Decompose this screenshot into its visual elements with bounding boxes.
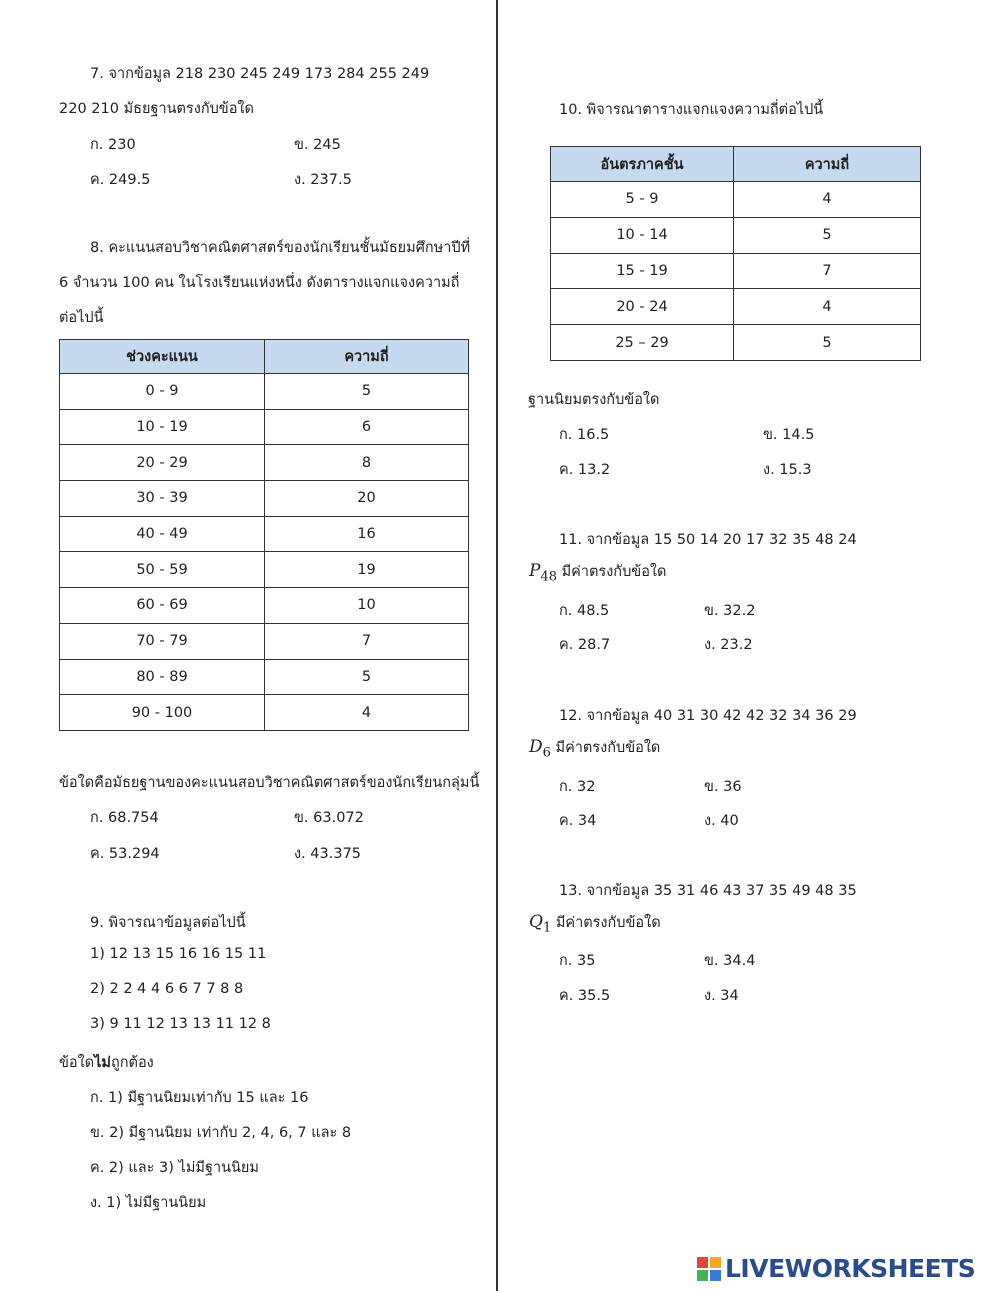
q11-option-c: ค. 28.7 xyxy=(559,637,611,653)
q11-option-d: ง. 23.2 xyxy=(704,637,753,653)
table-row xyxy=(60,481,469,517)
logo-block-orange xyxy=(710,1257,721,1268)
percentile-symbol xyxy=(529,561,557,585)
table-cell: 6 xyxy=(265,409,469,445)
q10-frequency-table xyxy=(550,146,921,361)
q9-option-b: ข. 2) มีฐานนิยม เท่ากับ 2, 4, 6, 7 และ 8 xyxy=(90,1125,352,1141)
q13-prompt: มีค่าตรงกับข้อใด xyxy=(555,915,661,931)
table-cell: 15 - 19 xyxy=(551,253,734,289)
table-row xyxy=(551,253,921,289)
logo-block-green xyxy=(697,1270,708,1281)
table-row xyxy=(60,695,469,731)
q8-option-d: ง. 43.375 xyxy=(294,846,362,862)
q8-line2: 6 จำนวน 100 คน ในโรงเรียนแห่งหนึ่ง ดังตารางแจกแจงความถี่ xyxy=(59,275,460,291)
quartile-subscript: 1 xyxy=(542,920,552,936)
q7-option-b: ข. 245 xyxy=(294,137,341,153)
q9-data-2: 2) 2 2 4 4 6 6 7 7 8 8 xyxy=(90,981,244,997)
q11-prompt: มีค่าตรงกับข้อใด xyxy=(561,564,667,580)
table-header-range: ช่วงคะแนน xyxy=(60,340,265,374)
table-cell: 25 – 29 xyxy=(551,325,734,361)
logo-text: LIVEWORKSHEETS xyxy=(725,1254,976,1283)
q7-line1: 7. จากข้อมูล 218 230 245 249 173 284 255 249 xyxy=(90,66,430,82)
table-cell: 4 xyxy=(734,289,921,325)
q9-option-a: ก. 1) มีฐานนิยมเท่ากับ 15 และ 16 xyxy=(90,1090,309,1106)
table-header-frequency: ความถี่ xyxy=(734,147,921,182)
table-cell: 30 - 39 xyxy=(60,481,265,517)
q12-prompt: มีค่าตรงกับข้อใด xyxy=(555,740,661,756)
q7-line2: 220 210 มัธยฐานตรงกับข้อใด xyxy=(59,101,254,117)
table-row xyxy=(60,445,469,481)
table-row xyxy=(60,409,469,445)
table-cell: 50 - 59 xyxy=(60,552,265,588)
table-row xyxy=(551,217,921,253)
logo-block-red xyxy=(697,1257,708,1268)
q10-option-d: ง. 15.3 xyxy=(763,462,812,478)
table-cell: 7 xyxy=(265,623,469,659)
q9-question-suffix: ถูกต้อง xyxy=(110,1055,154,1071)
q9-question-emphasis: ไม่ xyxy=(94,1055,111,1071)
table-cell: 80 - 89 xyxy=(60,659,265,695)
table-row xyxy=(60,552,469,588)
decile-subscript: 6 xyxy=(542,745,551,761)
table-cell: 4 xyxy=(734,182,921,218)
table-cell: 19 xyxy=(265,552,469,588)
table-row xyxy=(551,289,921,325)
q8-line1: 8. คะแนนสอบวิชาคณิตศาสตร์ของนักเรียนชั้นมัธยมศึกษาปีที่ xyxy=(90,240,471,256)
q9-data-1: 1) 12 13 15 16 16 15 11 xyxy=(90,946,267,962)
table-cell: 8 xyxy=(265,445,469,481)
q12-option-c: ค. 34 xyxy=(559,813,597,829)
q9-option-c: ค. 2) และ 3) ไม่มีฐานนิยม xyxy=(90,1160,259,1176)
table-cell: 0 - 9 xyxy=(60,374,265,410)
decile-symbol xyxy=(529,737,551,761)
table-cell: 70 - 79 xyxy=(60,623,265,659)
q12-option-a: ก. 32 xyxy=(559,779,596,795)
table-header-class-interval: อันตรภาคชั้น xyxy=(551,147,734,182)
q9-option-d: ง. 1) ไม่มีฐานนิยม xyxy=(90,1195,207,1211)
percentile-subscript: 48 xyxy=(540,569,557,585)
table-cell: 5 xyxy=(734,325,921,361)
table-cell: 5 - 9 xyxy=(551,182,734,218)
table-cell: 40 - 49 xyxy=(60,516,265,552)
logo-blocks-icon xyxy=(697,1257,721,1281)
table-row xyxy=(60,659,469,695)
q10-line1: 10. พิจารณาตารางแจกแจงความถี่ต่อไปนี้ xyxy=(559,102,824,118)
q11-option-a: ก. 48.5 xyxy=(559,603,610,619)
table-cell: 10 xyxy=(265,588,469,624)
q9-question xyxy=(59,1051,154,1074)
table-row xyxy=(60,516,469,552)
q8-option-a: ก. 68.754 xyxy=(90,810,159,826)
q13-option-d: ง. 34 xyxy=(704,988,739,1004)
table-header-row xyxy=(60,340,469,374)
table-cell: 60 - 69 xyxy=(60,588,265,624)
table-cell: 20 - 29 xyxy=(60,445,265,481)
q9-data-3: 3) 9 11 12 13 13 11 12 8 xyxy=(90,1016,271,1032)
q12-line2 xyxy=(529,736,660,760)
q8-question: ข้อใดคือมัธยฐานของคะแนนสอบวิชาคณิตศาสตร์ของนักเรียนกลุ่มนี้ xyxy=(59,775,480,791)
table-row xyxy=(551,182,921,218)
q13-option-b: ข. 34.4 xyxy=(704,953,756,969)
table-cell: 7 xyxy=(734,253,921,289)
table-cell: 5 xyxy=(265,374,469,410)
q11-option-b: ข. 32.2 xyxy=(704,603,756,619)
q12-option-d: ง. 40 xyxy=(704,813,739,829)
q13-option-a: ก. 35 xyxy=(559,953,596,969)
table-row xyxy=(60,588,469,624)
table-header-frequency: ความถี่ xyxy=(265,340,469,374)
table-cell: 5 xyxy=(265,659,469,695)
percentile-variable: P xyxy=(529,561,541,581)
table-cell: 5 xyxy=(734,217,921,253)
table-cell: 4 xyxy=(265,695,469,731)
q13-option-c: ค. 35.5 xyxy=(559,988,611,1004)
q13-line1: 13. จากข้อมูล 35 31 46 43 37 35 49 48 35 xyxy=(559,883,857,899)
column-divider xyxy=(496,0,498,1291)
q9-question-prefix: ข้อใด xyxy=(59,1055,95,1071)
table-row xyxy=(551,325,921,361)
q7-option-a: ก. 230 xyxy=(90,137,136,153)
table-cell: 10 - 19 xyxy=(60,409,265,445)
decile-variable: D xyxy=(529,737,543,757)
table-header-row xyxy=(551,147,921,182)
table-cell: 20 - 24 xyxy=(551,289,734,325)
table-cell: 90 - 100 xyxy=(60,695,265,731)
q8-frequency-table xyxy=(59,339,469,731)
q12-option-b: ข. 36 xyxy=(704,779,742,795)
q7-option-d: ง. 237.5 xyxy=(294,172,352,188)
table-cell: 10 - 14 xyxy=(551,217,734,253)
quartile-symbol xyxy=(529,912,552,936)
q8-option-c: ค. 53.294 xyxy=(90,846,160,862)
q9-line1: 9. พิจารณาข้อมูลต่อไปนี้ xyxy=(90,915,246,931)
logo-block-blue xyxy=(710,1270,721,1281)
q10-question: ฐานนิยมตรงกับข้อใด xyxy=(528,392,660,408)
q10-option-a: ก. 16.5 xyxy=(559,427,610,443)
q11-line1: 11. จากข้อมูล 15 50 14 20 17 32 35 48 24 xyxy=(559,532,857,548)
q8-option-b: ข. 63.072 xyxy=(294,810,364,826)
q10-option-b: ข. 14.5 xyxy=(763,427,815,443)
quartile-variable: Q xyxy=(529,912,543,932)
q11-line2 xyxy=(529,560,666,584)
table-row xyxy=(60,374,469,410)
q12-line1: 12. จากข้อมูล 40 31 30 42 42 32 34 36 29 xyxy=(559,708,857,724)
table-row xyxy=(60,623,469,659)
q8-line3: ต่อไปนี้ xyxy=(59,310,104,326)
table-cell: 20 xyxy=(265,481,469,517)
q7-option-c: ค. 249.5 xyxy=(90,172,151,188)
liveworksheets-logo xyxy=(697,1254,975,1283)
q10-option-c: ค. 13.2 xyxy=(559,462,611,478)
q13-line2 xyxy=(529,911,661,935)
table-cell: 16 xyxy=(265,516,469,552)
